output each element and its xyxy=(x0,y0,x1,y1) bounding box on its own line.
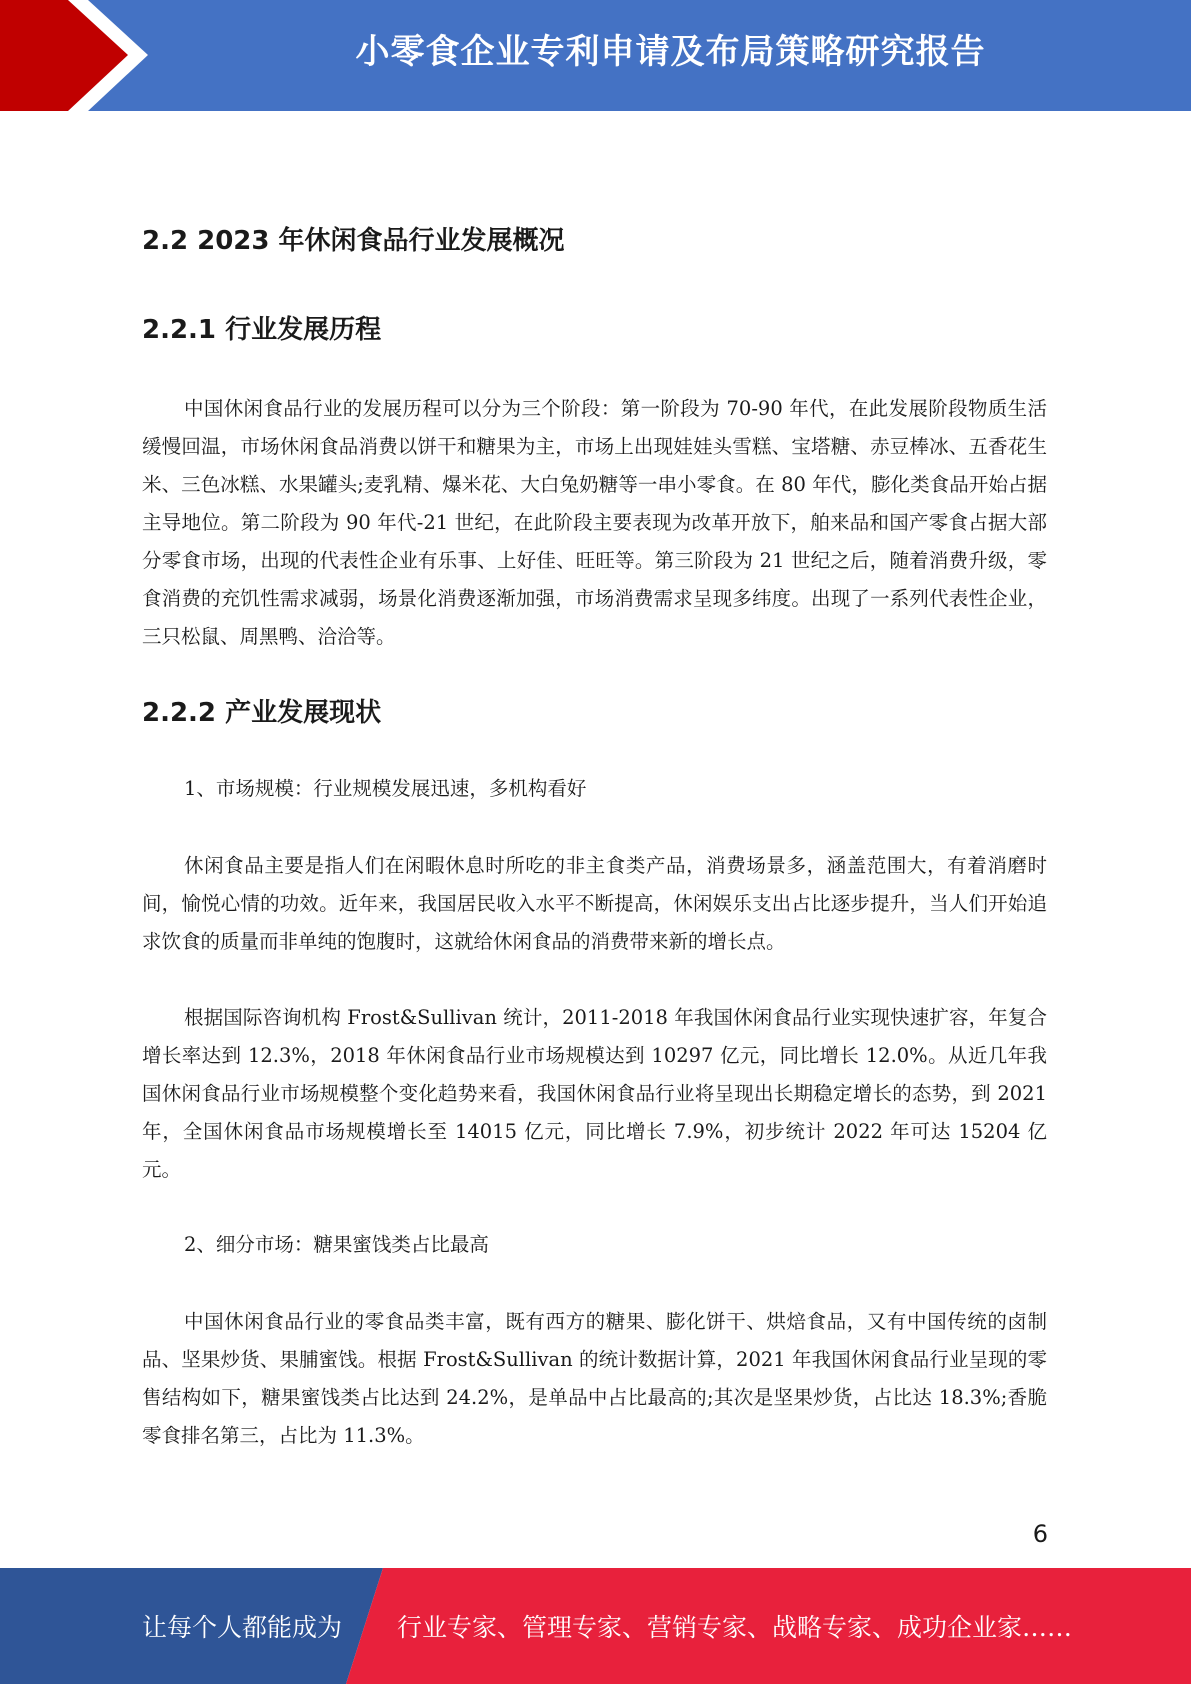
subsection-heading-history: 2.2.1 行业发展历程 xyxy=(142,315,382,345)
list-item-segment-market: 2、细分市场：糖果蜜饯类占比最高 xyxy=(184,1233,489,1256)
paragraph-history: 中国休闲食品行业的发展历程可以分为三个阶段：第一阶段为 70-90 年代，在此发展阶段物质生活缓慢回温，市场休闲食品消费以饼干和糖果为主，市场上出现娃娃头雪糕、宝塔糖、赤豆棒冰、五香花生米、三色冰糕、水果罐头;麦乳精、爆米花、大白兔奶糖等一串小零食。在 80 年代，膨化类食品开始占据主导地位。第二阶段为 90 年代-21 世纪，在此阶段主要表现为改革开放下，舶来品和国产零食占据大部分零食市场，出现的代表性企业有乐事、上好佳、旺旺等。第三阶段为 21 世纪之后，随着消费升级，零食消费的充饥性需求减弱，场景化消费逐渐加强，市场消费需求呈现多纬度。出现了一系列代表性企业，三只松鼠、周黑鸭、洽洽等。 xyxy=(142,397,1047,648)
section-heading: 2.2 2023 年休闲食品行业发展概况 xyxy=(142,226,565,256)
paragraph-market-statistics: 根据国际咨询机构 Frost&Sullivan 统计，2011-2018 年我国休闲食品行业实现快速扩容，年复合增长率达到 12.3%，2018 年休闲食品行业市场规模达到 10297 亿元，同比增长 12.0%。从近几年我国休闲食品行业市场规模整个变化趋势来看，我国休闲食品行业将呈现出长期稳定增长的态势，到 2021 年，全国休闲食品市场规模增长至 14015 亿元，同比增长 7.9%，初步统计 2022 年可达 15204 亿元。 xyxy=(142,1006,1047,1181)
page-footer xyxy=(0,1568,1191,1684)
footer-slogan-left: 让每个人都能成为 xyxy=(142,1613,343,1642)
report-title: 小零食企业专利申请及布局策略研究报告 xyxy=(355,32,986,72)
paragraph-retail-structure: 中国休闲食品行业的零食品类丰富，既有西方的糖果、膨化饼干、烘焙食品，又有中国传统的卤制品、坚果炒货、果脯蜜饯。根据 Frost&Sullivan 的统计数据计算，2021 年我国休闲食品行业呈现的零售结构如下，糖果蜜饯类占比达到 24.2%，是单品中占比最高的;其次是坚果炒货，占比达 18.3%;香脆零食排名第三，占比为 11.3%。 xyxy=(142,1310,1047,1447)
footer-slogan-right: 行业专家、管理专家、营销专家、战略专家、成功企业家…… xyxy=(397,1613,1073,1642)
page-number: 6 xyxy=(1032,1520,1048,1548)
paragraph-leisure-food: 休闲食品主要是指人们在闲暇休息时所吃的非主食类产品，消费场景多，涵盖范围大，有着消磨时间，愉悦心情的功效。近年来，我国居民收入水平不断提高，休闲娱乐支出占比逐步提升，当人们开始追求饮食的质量而非单纯的饱腹时，这就给休闲食品的消费带来新的增长点。 xyxy=(142,854,1047,953)
list-item-market-size: 1、市场规模：行业规模发展迅速，多机构看好 xyxy=(184,777,587,800)
subsection-heading-status: 2.2.2 产业发展现状 xyxy=(142,698,382,728)
page-header xyxy=(0,0,1191,111)
